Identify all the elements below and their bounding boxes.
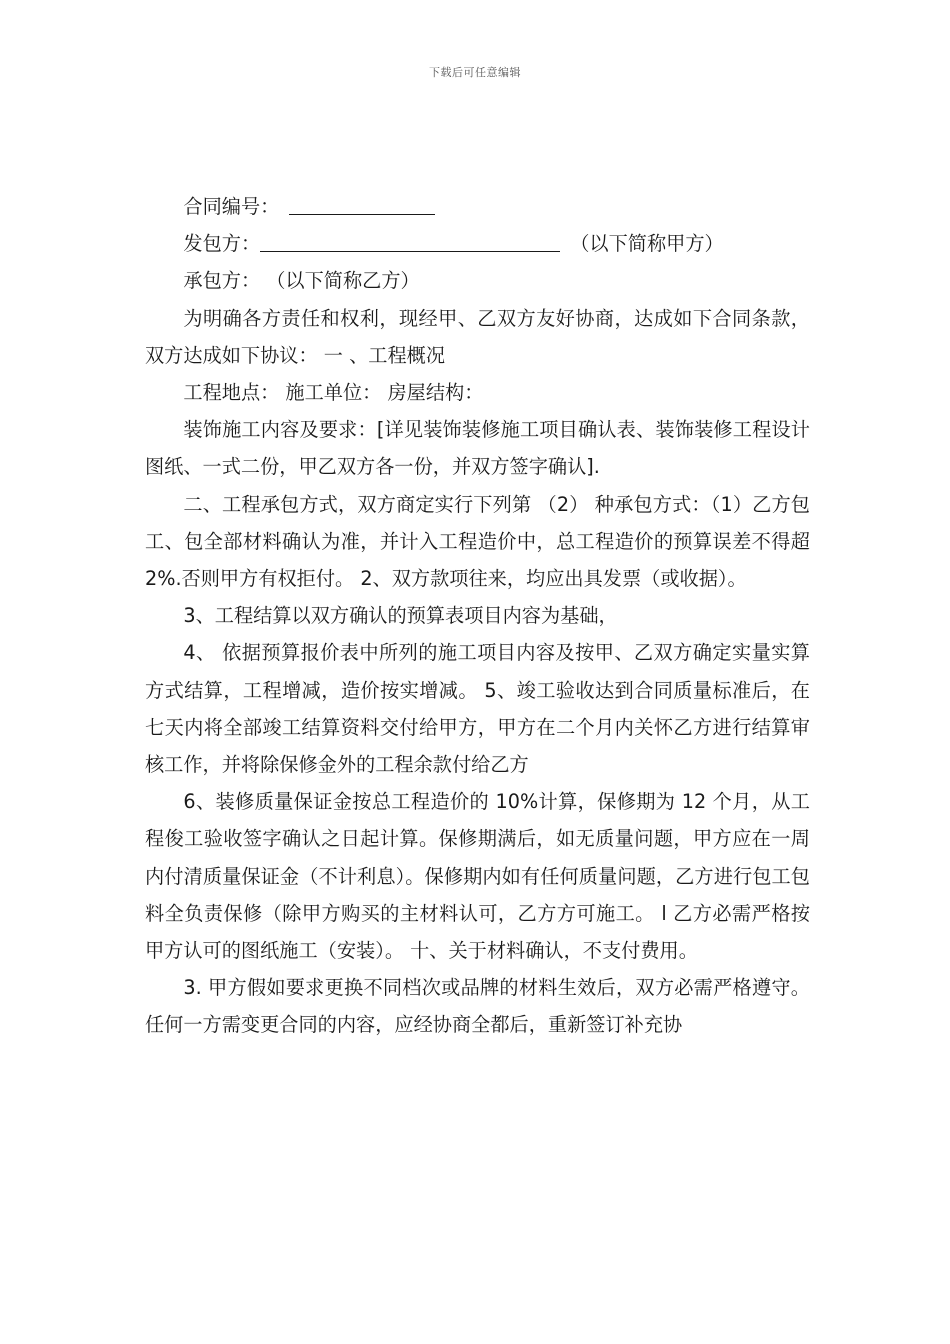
- paragraph: 装饰施工内容及要求：[详见装饰装修施工项目确认表、装饰装修工程设计图纸、一式二份，甲乙双方各一份，并双方签字确认].: [145, 418, 810, 479]
- paragraph: 4、 依据预算报价表中所列的施工项目内容及按甲、乙双方确定实量实算方式结算，工程增减，造价按实增减。 5、竣工验收达到合同质量标准后，在七天内将全部竣工结算资料交付给甲方，甲方在二个月内关怀乙方进行结算审核工作，并将除保修金外的工程余款付给乙方: [145, 641, 810, 777]
- paragraph: 6、装修质量保证金按总工程造价的 10%计算，保修期为 12 个月，从工程俊工验收签字确认之日起计算。保修期满后，如无质量问题，甲方应在一周内付清质量保证金（不计利息）。保修期内如有任何质量问题，乙方进行包工包料全负责保修（除甲方购买的主材料认可，乙方方可施工。 l 乙方必需严格按甲方认可的图纸施工（安装）。 十、关于材料确认，不支付费用。: [145, 790, 810, 963]
- paragraph: 为明确各方责任和权利，现经甲、乙双方友好协商，达成如下合同条款， 双方达成如下协议： 一 、工程概况: [145, 306, 810, 367]
- paragraph: 工程地点： 施工单位： 房屋结构：: [183, 381, 484, 405]
- document-body: [145, 188, 810, 1044]
- paragraph: 3、工程结算以双方确认的预算表项目内容为基础，: [183, 604, 618, 628]
- contract-number-blank: [289, 192, 435, 215]
- paragraph: 3. 甲方假如要求更换不同档次或品牌的材料生效后，双方必需严格遵守。任何一方需变更合同的内容，应经协商全都后，重新签订补充协: [145, 976, 810, 1037]
- party-b-line: 承包方： （以下简称乙方）: [183, 269, 420, 293]
- party-a-suffix: （以下简称甲方）: [570, 232, 724, 256]
- party-a-blank: [260, 229, 560, 252]
- party-a-label: 发包方：: [183, 232, 261, 256]
- contract-number-label: 合同编号：: [183, 195, 280, 218]
- contract-number-line: [145, 188, 810, 225]
- page-header: 下载后可任意编辑: [429, 66, 521, 79]
- paragraph: 二、工程承包方式，双方商定实行下列第 （2） 种承包方式：（1）乙方包工、包全部材料确认为准，并计入工程造价中，总工程造价的预算误差不得超 2%.否则甲方有权拒付。 2、双方款项往来，均应出具发票（或收据）。: [145, 492, 810, 591]
- party-a-line: [145, 225, 810, 262]
